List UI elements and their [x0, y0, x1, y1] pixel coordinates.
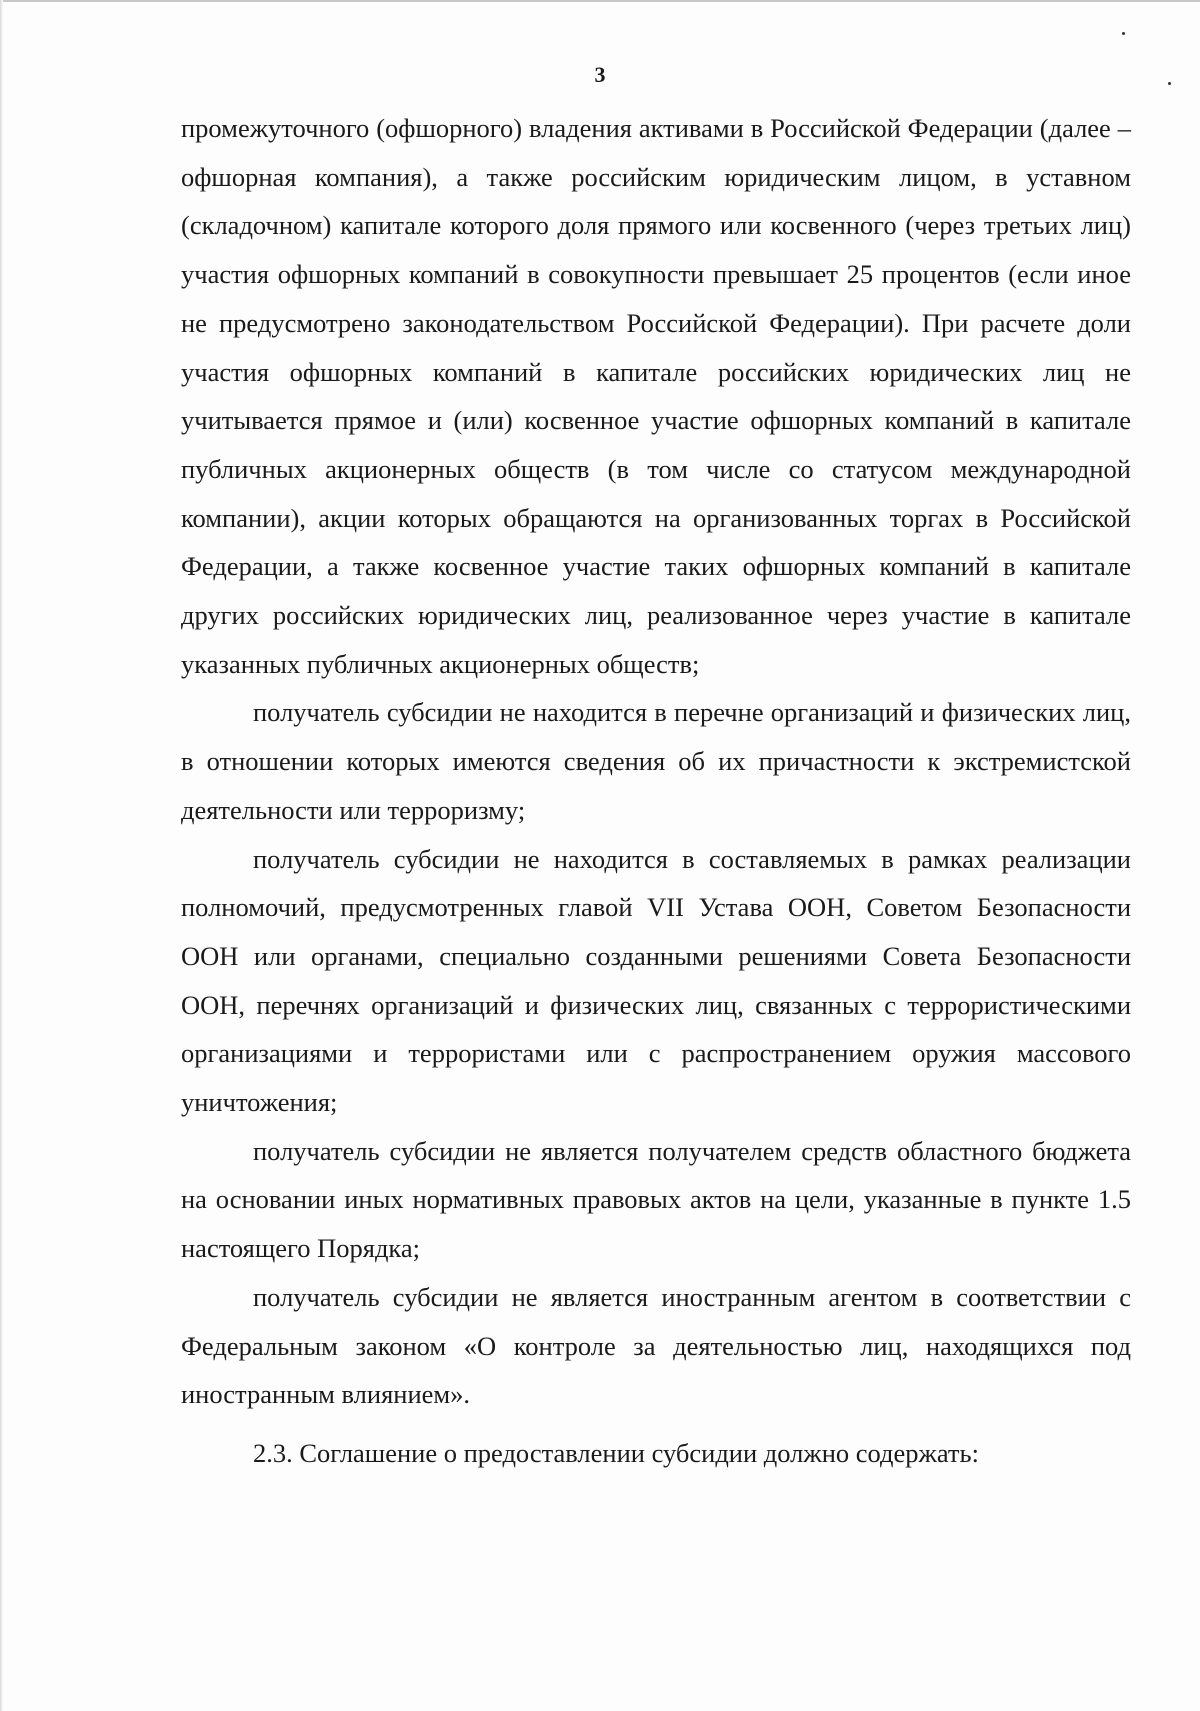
paragraph-other-budget-funds: получатель субсидии не является получателем средств областного бюджета на основании иных нормативных правовых актов на цели, указанные в пункте 1.5 настоящего Порядка;: [181, 1135, 1131, 1264]
paragraph-extremism-list: получатель субсидии не находится в перечне организаций и физических лиц, в отношении которых имеются сведения об их причастности к экстремистской деятельности или терроризму;: [181, 697, 1131, 825]
paragraph-gap: [181, 1419, 1131, 1429]
paragraph-offshore-participation: промежуточного (офшорного) владения активами в Российской Федерации (далее – офшорная компания), а также российским юридическим лицом, в уставном (складочном) капитале которого доля прямого или косвенного (через третьих лиц) участия офшорных компаний в совокупности превышает 25 процентов (если иное не предусмотрено законодательством Российской Федерации). При расчете доли участия офшорных компаний в капитале российских юридических лиц не учитывается прямое и (или) косвенное участие офшорных компаний в капитале публичных акционерных обществ (в том числе со статусом международной компании), акции которых обращаются на организованных торгах в Российской Федерации, а также косвенное участие таких офшорных компаний в капитале других российских юридических лиц, реализованное через участие в капитале указанных публичных акционерных обществ;: [181, 113, 1131, 679]
paragraph-un-sanctions-list: получатель субсидии не находится в составляемых в рамках реализации полномочий, предусмотренных главой VII Устава ООН, Советом Безопасности ООН или органами, специально созданными решениями Совета Безопасности ООН, перечнях организаций и физических лиц, связанных с террористическими организациями и террористами или с распространением оружия массового уничтожения;: [181, 843, 1131, 1118]
page-number: 3: [594, 62, 606, 87]
document-body: [181, 104, 1131, 1478]
paragraph-foreign-agent: получатель субсидии не является иностранным агентом в соответствии с Федеральным законом «О контроле за деятельностью лиц, находящихся под иностранным влиянием».: [181, 1281, 1131, 1410]
paragraph-agreement-contents: 2.3. Соглашение о предоставлении субсидии должно содержать:: [253, 1437, 979, 1468]
left-scan-edge: [0, 0, 3, 1711]
top-edge-rule: [0, 0, 1200, 2]
scan-speck: [1122, 32, 1125, 35]
